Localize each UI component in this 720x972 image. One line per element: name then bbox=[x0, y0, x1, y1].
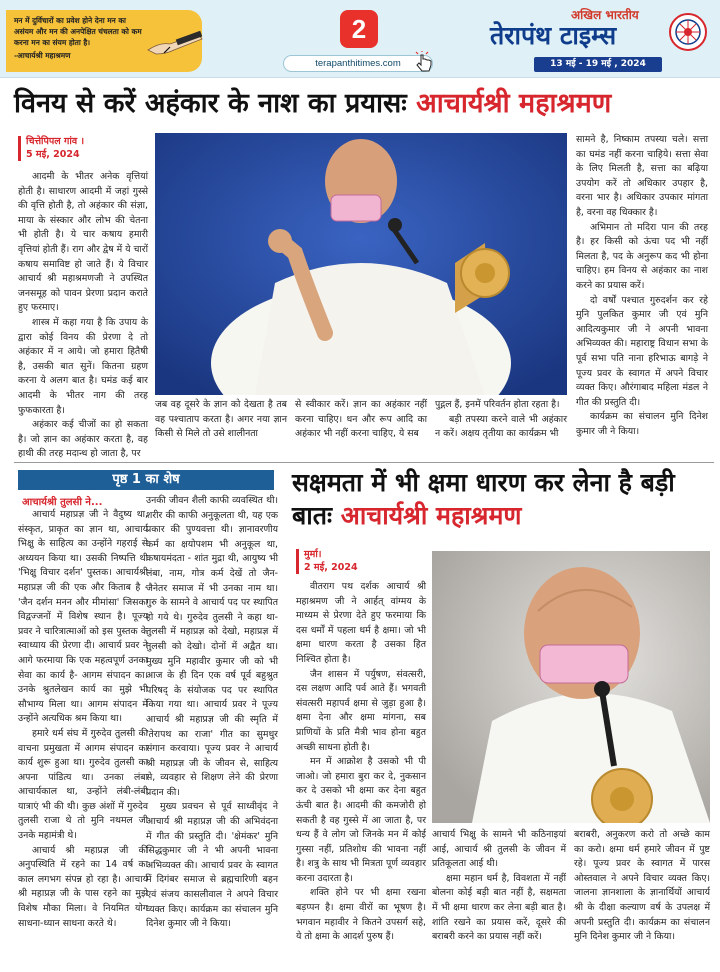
article2-photo bbox=[432, 551, 710, 823]
article1-column-4 bbox=[435, 398, 567, 442]
terapanth-logo-icon bbox=[668, 12, 708, 52]
continuation-title: पृष्ठ 1 का शेष bbox=[18, 470, 274, 490]
article1-col3-paragraph: से स्वीकार करें। ज्ञान का अहंकार नहीं करना चाहिए। धन और रूप आदि का अहंकार भी नहीं करना चाहिए, ये सब bbox=[295, 399, 427, 440]
article1-headline-main: विनय से करें अहंकार के नाश का प्रयासः bbox=[14, 88, 407, 119]
article2-place: मुर्मा। bbox=[304, 549, 322, 560]
article1-col1-paragraph: अहंकार कई चीजों का हो सकता है। जो ज्ञान का अहंकार करता है, वह हाथी की तरह मदान्ध हो जाता है, पर bbox=[18, 419, 148, 460]
article2-col2-paragraph: आचार्य भिक्षु के सामने भी कठिनाइयां आई, आचार्य श्री तुलसी के जीवन में प्रतिकूलता आई थी। bbox=[432, 829, 566, 870]
article1-headline-highlight: आचार्यश्री महाश्रमण bbox=[416, 88, 612, 119]
article1-column-1 bbox=[18, 170, 148, 462]
article2-date: 2 मई, 2024 bbox=[304, 562, 358, 573]
quote-author: -आचार्यश्री महाश्रमण bbox=[14, 51, 71, 60]
masthead-title: तेरापंथ टाइम्स bbox=[490, 21, 617, 50]
masthead-header bbox=[0, 0, 720, 78]
article1-col2-paragraph: जब वह दूसरे के ज्ञान को देखता है तब वह पश्चाताप करता है। अगर नया ज्ञान किसी से मिले तो उसे शालीनता bbox=[155, 399, 287, 440]
article2-col2-paragraph: क्षमा महान धर्म है, विवशता में नहीं बोलना कोई बड़ी बात नहीं है, सक्षमता में भी क्षमा धारण कर लेना बड़ी बात है। शांति रखने का प्रयास करें, दूसरे की बराबरी करने का प्रयास नहीं करें। bbox=[432, 872, 566, 943]
article2-column-3 bbox=[574, 828, 710, 945]
article2-column-2 bbox=[432, 828, 566, 945]
article2-dateline bbox=[296, 549, 358, 574]
article1-col5-paragraph: दो वर्षों पश्चात गुरुदर्शन कर रहे मुनि पुलकित कुमार जी एवं मुनि आदित्यकुमार जी ने अपनी भावना अभिव्यक्त की। महाराष्ट्र विधान सभा के पूर्व सभा पति नाना हरिभाऊ बागड़े ने पूज्य प्रवर के स्वागत में अपने विचार व्यक्त किए। औरंगाबाद महिला मंडल ने गीत की प्रस्तुति दी। bbox=[576, 294, 708, 408]
article1-date: 5 मई, 2024 bbox=[26, 149, 80, 160]
masthead-subtitle: अखिल भारतीय bbox=[571, 8, 639, 22]
article2-headline bbox=[292, 466, 712, 532]
continuation-col2-paragraph: मुख्य प्रवचन से पूर्व साध्वीवृंद ने आचार्य श्री महाप्रज्ञ जी की अभिवंदना में गीत की प्रस्तुति दी। 'क्षेमंकर' मुनि सिद्धकुमार जी ने भी अपनी भावना अभिव्यक्त की। आचार्य प्रवर के स्वागत में दिगंबर समाज से ब्रह्मचारिणी बहन एवं संजय कासलीवाल ने अपने विचार व्यक्त किए। कार्यक्रम का संचालन मुनि दिनेश कुमार जी ने किया। bbox=[146, 801, 278, 930]
article1-col4-paragraph: बड़ी तपस्या करने वाले भी अहंकार न करें। अक्षय तृतीया का कार्यक्रम भी bbox=[435, 413, 567, 440]
article1-column-5 bbox=[576, 133, 708, 439]
continuation-col1-paragraph: हमारे धर्म संघ में गुरुदेव तुलसी की वाचना प्रमुखता में आगम संपादन का कार्य शुरू हुआ था। गुरुदेव तुलसी का अपना पांडित्य था। उनका लंबा आचार्यकाल था, उन्होंने लंबी-लंबी यात्राएं भी की थी। कुछ अंशों में गुरुदेव तुलसी राजा थे तो मुनि नथमल जी उनके महामंत्री थे। bbox=[18, 727, 148, 842]
article2-headline-highlight: आचार्यश्री महाश्रमण bbox=[340, 501, 522, 530]
continuation-col1-paragraph: आचार्य महाप्रज्ञ जी ने वैदुष्य था, संस्कृत, प्राकृत का ज्ञान था, आचार्य भिक्षु के साहित्य का उन्होंने गहराई से अध्ययन किया था। उसकी निष्पत्ति थी 'भिक्षु विचार दर्शन' पुस्तक। आचार्यश्री महाप्रज्ञ जी की एक और किताब है - 'जैन दर्शन मनन और मीमांसा' जिसका विद्वज्जनों में विशेष स्थान है। पूज्य प्रवर ने चारित्रात्माओं को इस पुस्तक के स्वाध्याय की प्रेरणा दी। आचार्य प्रवर ने आगे फरमाया कि एक महत्वपूर्ण उनका सेवा का कार्य है- आगम संपादन का। उनके श्रुतलेखन कार्य का मुझे भी सौभाग्य मिला था। आगम संपादन में उन्होंने अत्यधिक श्रम किया था। bbox=[18, 509, 148, 725]
website-link[interactable]: terapanthitimes.com bbox=[283, 55, 433, 72]
monk-portrait-photo bbox=[432, 551, 710, 823]
article2-col1-paragraph: वीतराग पथ दर्शक आचार्य श्री महाश्रमण जी ने आर्हत् वांग्मय के माध्यम से प्रेरणा देते हुए फरमाया कि दस धर्मों में पहला धर्म है क्षमा। जो भी क्षमा धारण करता है उसका हित निश्चित होता है। bbox=[296, 581, 426, 665]
article1-col5-paragraph: सामने है, निष्काम तपस्या चले। सत्ता का घमंड नहीं करना चाहिये। सत्ता सेवा के लिए मिलती है, सत्ता का बढ़िया उपयोग करें तो अधिकार उपहार है, वरना भार है। अधिकार उपकार मांगता है, वरना वह धिक्कार है। bbox=[576, 134, 708, 218]
monk-speaking-photo bbox=[155, 133, 567, 395]
article1-headline bbox=[14, 86, 714, 122]
article1-photo bbox=[155, 133, 567, 395]
article1-col4-paragraph: पुद्गल हैं, इनमें परिवर्तन होता रहता है। bbox=[435, 399, 560, 410]
article2-headline-main: सक्षमता में भी क्षमा धारण कर लेना है बड़ी बातः bbox=[292, 468, 675, 530]
article2-col1-paragraph: जैन शासन में पर्युषण, संवत्सरी, दस लक्षण आदि पर्व आते हैं। भगवती संवत्सरी महापर्व क्षमा से जुड़ा हुआ है। क्षमा देना और क्षमा मांगना, सब प्राणियों के प्रति मैत्री भाव होना बहुत अच्छी साधना होती है। bbox=[296, 668, 426, 753]
article1-dateline bbox=[18, 136, 84, 161]
pen-icon bbox=[140, 28, 210, 58]
article1-col5-paragraph: अभिमान तो मदिरा पान की तरह है। हर किसी को ऊंचा पद भी नहीं मिलता है, पद के अनुरूप कद भी होना चाहिए। हम विनय से अहंकार का नाश करने का प्रयास करें। bbox=[576, 221, 708, 291]
hand-cursor-icon bbox=[413, 51, 435, 73]
article1-col5-paragraph: कार्यक्रम का संचालन मुनि दिनेश कुमार जी ने किया। bbox=[576, 411, 708, 437]
quote-box bbox=[6, 10, 202, 72]
continuation-subhead: आचार्यश्री तुलसी ने... bbox=[22, 497, 103, 508]
continuation-column-1 bbox=[18, 508, 148, 931]
continuation-col1-paragraph: आचार्य श्री महाप्रज्ञ जी की अनुपस्थिति में रहने का 14 वर्ष का काल लगभग संपन्न हो रहा है। आचार्य श्री महाप्रज्ञ जी के पास रहने का मुझे विशेष मौका मिला। वे नियमित योग साधना-ध्यान साधना करते थे। bbox=[18, 844, 148, 929]
article2-col1-paragraph: मन में आक्रोश है उसको भी पी जाओ। जो हमारा बुरा कर दे, नुकसान कर दे उसको भी क्षमा कर देना बहुत ऊंची बात है। आदमी की कमजोरी हो सकती है वह गुस्से में आ जाता है, पर धन्य हैं वे लोग जो जिनके मन में कोई गुस्सा नहीं, प्रतिशोध की भावना नहीं है। शत्रु के साथ भी मित्रता पूर्ण व्यवहार करना उदारता है। bbox=[296, 756, 426, 884]
article1-column-3 bbox=[295, 398, 427, 442]
article2-col3-paragraph: बराबरी, अनुकरण करो तो अच्छे काम का करो। क्षमा धर्म हमारे जीवन में पुष्ट रहे। पूज्य प्रवर के स्वागत में पारस ओस्तवाल ने अपने विचार व्यक्त किए। जालना ज्ञानशाला के ज्ञानार्थियों आचार्य श्री के दीक्षा कल्याण वर्ष के उपलक्ष में अपनी प्रस्तुति दी। कार्यक्रम का संचालन मुनि दिनेश कुमार जी ने किया। bbox=[574, 829, 710, 943]
article2-column-1 bbox=[296, 580, 426, 945]
section-divider bbox=[14, 462, 714, 463]
issue-date: 13 मई - 19 मई , 2024 bbox=[534, 57, 662, 72]
article1-column-2 bbox=[155, 398, 287, 442]
article1-place: चित्तेपिपल गांव । bbox=[26, 136, 85, 147]
quote-text: मन में दुर्विचारों का प्रवेश होने देना मन का असंयम और मन की अनपेक्षित चंचलता को कम करना मन का संयम होता है। bbox=[14, 16, 142, 47]
article1-col1-paragraph: आदमी के भीतर अनेक वृत्तियां होती है। साधारण आदमी में जहां गुस्से की वृत्ति होती है, तो अहंकार की संज्ञा, माया के संस्कार और लोभ की चेतना भी होती है। ये चार कषाय हमारी वृत्तियां होती हैं। राग और द्वेष में ये चारों कषाय समाविष्ट हो जाते हैं। ये विचार आचार्य श्री महाश्रमणजी ने उपस्थित जनसमूह को पावन प्रेरणा प्रदान कराते हुए फरमाए। bbox=[18, 171, 148, 314]
continuation-column-2 bbox=[146, 494, 278, 932]
article2-col1-paragraph: शक्ति होने पर भी क्षमा रखना बड़प्पन है। क्षमा वीरों का भूषण है। भगवान महावीर ने कितने उपसर्ग सहे, ये तो क्षमा के आदर्श पुरुष हैं। bbox=[296, 887, 426, 943]
article1-col1-paragraph: शास्त्र में कहा गया है कि उपाय के द्वारा कोई विनय की प्रेरणा दे तो अहंकार में न आये। जो हमारा हितैषी है, उसकी बात सुनें। कितना ग्रहण करना ये अलग बात है। घमंड कई बार आदमी के भीतर नाग की तरह फुफकारता है। bbox=[18, 316, 148, 416]
continuation-col2-paragraph: उनकी जीवन शैली काफी व्यवस्थित थी। शरीर की काफी अनुकूलता थी, यह एक प्रकार की पुण्यवत्ता थी। ज्ञानावरणीय कर्म का क्षयोपशम भी अनुकूल था, कषायमंदता - शांत मुद्रा थी, आयुष्य भी लंबा, नाम, गोत्र कर्म देखें तो जैन-जैनेतर समाज में भी उनका नाम था। गुरु के सामने वे आचार्य पद पर स्थापित हो गये थे। गुरुदेव तुलसी ने कहा था- तुलसी में महाप्रज्ञ को देखो, महाप्रज्ञ में तुलसी को देखो। दोनों में अद्वैत था। मुख्य मुनि महावीर कुमार जी को भी आज के ही दिन एक वर्ष पूर्व बहुश्रुत परिषद् के संयोजक पद पर स्थापित किया गया था। आचार्य प्रवर ने पूज्य आचार्य श्री महाप्रज्ञ जी की स्मृति में 'तेरापथ का राजा' गीत का सुमधुर संगान करवाया। पूज्य प्रवर ने आचार्य श्री महाप्रज्ञ जी के जीवन से, साहित्य से, व्यवहार से शिक्षण लेने की प्रेरणा प्रदान की। bbox=[146, 495, 278, 798]
page-number-badge: 2 bbox=[340, 10, 378, 48]
